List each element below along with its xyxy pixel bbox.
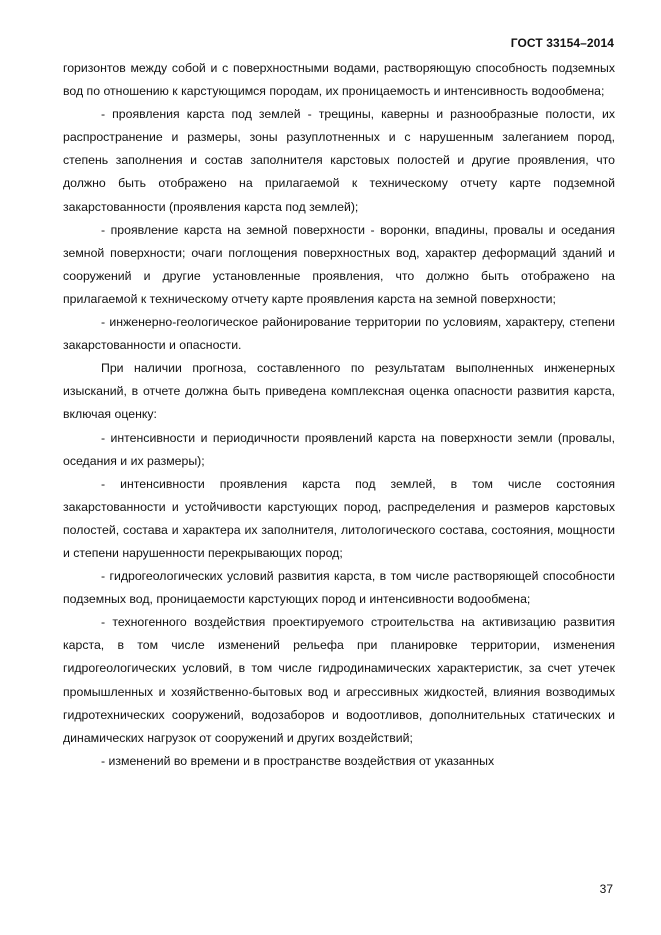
document-header: ГОСТ 33154–2014 — [510, 36, 614, 50]
paragraph-zoning: - инженерно-геологическое районирование территории по условиям, характеру, степени закарстованности и опасности. — [63, 315, 615, 353]
paragraph-surface-karst: - проявление карста на земной поверхности - воронки, впадины, провалы и оседания земной поверхности; очаги поглощения поверхностных вод, характер деформаций зданий и сооружений и другие установленные проявления, что должно быть отображено на прилагаемой к техническому отчету карте проявления карста на земной поверхности; — [63, 222, 615, 306]
paragraph-technogenic: - техногенного воздействия проектируемого строительства на активизацию развития карста, в том числе изменений рельефа при планировке территории, изменения гидрогеологических условий, в том числе гидродинамических характеристик, за счет утечек промышленных и хозяйственно-бытовых вод и агрессивных жидкостей, влияния возводимых гидротехнических сооружений, водозаборов и водоотливов, дополнительных статических и динамических нагрузок от сооружений и других воздействий; — [63, 615, 615, 745]
paragraph-hydrogeology: - гидрогеологических условий развития карста, в том числе растворяющей способности подземных вод, проницаемости карстующих пород и интенсивности водообмена; — [63, 569, 615, 607]
paragraph-surface-intensity: - интенсивности и периодичности проявлений карста на поверхности земли (провалы, оседания и их размеры); — [63, 430, 615, 468]
paragraph-forecast: При наличии прогноза, составленного по результатам выполненных инженерных изысканий, в отчете должна быть приведена комплексная оценка опасности развития карста, включая оценку: — [63, 361, 615, 422]
paragraph-underground-karst: - проявления карста под землей - трещины, каверны и разнообразные полости, их распространение и размеры, зоны разуплотненных и с нарушенным залеганием пород, степень заполнения и состав заполнителя карстовых полостей и другие проявления, что должно быть отображено на прилагаемой к техническому отчету карте подземной закарстованности (проявления карста под землей); — [63, 107, 615, 214]
paragraph-underground-intensity: - интенсивности проявления карста под землей, в том числе состояния закарстованности и устойчивости карстующих пород, распределения и размеров карстовых полостей, состава и характера их заполнителя, литологического состава, состояния, мощности и степени нарушенности перекрывающих пород; — [63, 476, 615, 560]
page-number: 37 — [599, 882, 613, 896]
paragraph-time-space: - изменений во времени и в пространстве воздействия от указанных — [101, 753, 495, 768]
document-body — [63, 57, 615, 773]
paragraph-continuation: горизонтов между собой и с поверхностными водами, растворяющую способность подземных вод по отношению к карстующимся породам, их проницаемость и интенсивность водообмена; — [63, 61, 615, 99]
